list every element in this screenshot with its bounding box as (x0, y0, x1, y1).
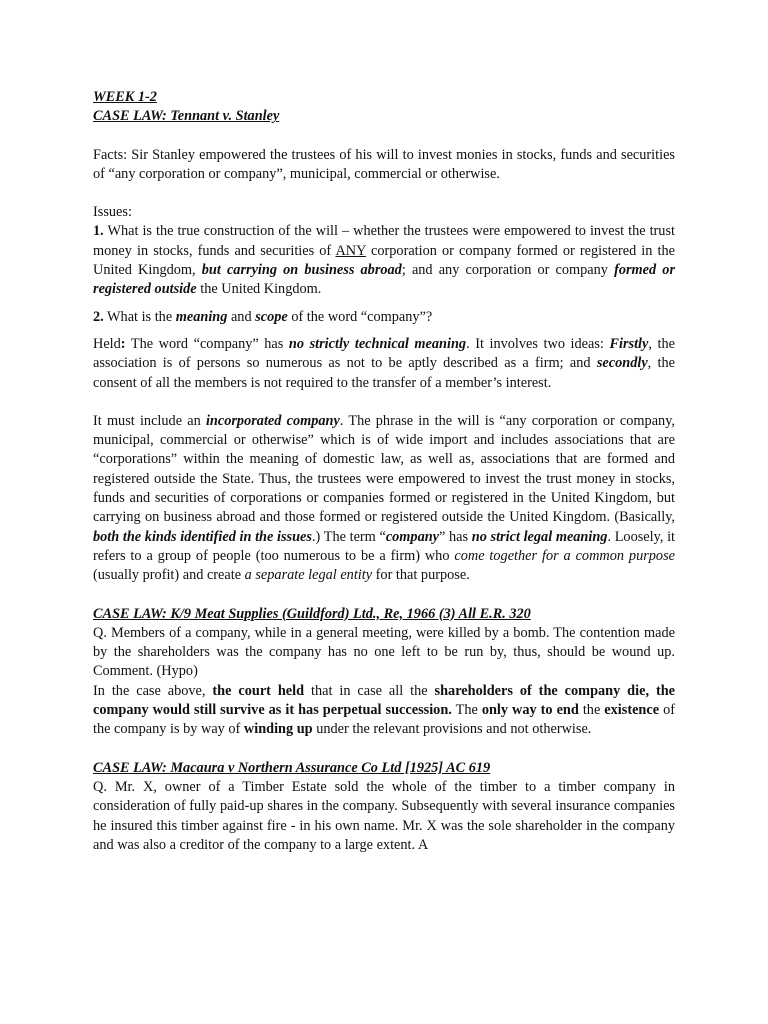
facts-paragraph: Facts: Sir Stanley empowered the trustees of his will to invest monies in stocks, funds and securities of “any corporation or company”, municipal, commercial or otherwise. (93, 146, 675, 182)
issue-1-paragraph: 1. What is the true construction of the will – whether the trustees were empowered to invest the trust money in stocks, funds and securities of ANY corporation or company formed or registered in the United Kingdom, but carrying on business abroad; and any corporation or company formed or registered outside the United Kingdom. (93, 223, 676, 298)
document-body (93, 88, 675, 855)
k9-question-paragraph: Q. Members of a company, while in a general meeting, were killed by a bomb. The contention made by the shareholders was the company has no one left to be run by, thus, should be wound up. Comment. (Hypo) (93, 624, 675, 680)
case-heading-tennant: CASE LAW: Tennant v. Stanley (93, 108, 280, 125)
incorporated-company-paragraph: It must include an incorporated company. The phrase in the will is “any corporation or company, municipal, commercial or otherwise” which is of wide import and includes associations that are “corporations” within the meaning of domestic law, as well as, associations that are formed and registered outside the State. Thus, the trustees were empowered to invest the trust money in stocks, funds and securities of corporations or companies formed or registered in the United Kingdom, but carrying on business abroad and those formed or registered outside the United Kingdom. (Basically, both the kinds identified in the issues.) The term “company” has no strict legal meaning. Loosely, it refers to a group of people (too numerous to be a firm) who come together for a common purpose (usually profit) and create a separate legal entity for that purpose. (93, 412, 676, 584)
k9-answer-paragraph: In the case above, the court held that in case all the shareholders of the company die, the company would still survive as it has perpetual succession. The only way to end the existence of the company is by way of winding up under the relevant provisions and not otherwise. (93, 682, 676, 738)
issue-2-paragraph: 2. What is the meaning and scope of the word “company”? (93, 308, 433, 325)
case-heading-k9: CASE LAW: K/9 Meat Supplies (Guildford) Ltd., Re, 1966 (3) All E.R. 320 (93, 605, 531, 622)
issues-label: Issues: (93, 204, 132, 221)
week-heading: WEEK 1-2 (93, 89, 157, 105)
issue-number: 2. (93, 308, 104, 325)
macaura-question-paragraph: Q. Mr. X, owner of a Timber Estate sold the whole of the timber to a timber company in consideration of fully paid-up shares in the company. Subsequently with several insurance companies he insured this timber against fire - in his own name. Mr. X was the sole shareholder in the company and was also a creditor of the company to a large extent. A (93, 778, 675, 853)
case-heading-macaura: CASE LAW: Macaura v Northern Assurance Co Ltd [1925] AC 619 (93, 759, 491, 776)
held-paragraph: Held: The word “company” has no strictly technical meaning. It involves two ideas: Firstly, the association is of persons so numerous as not to be aptly described as a firm; and secondly, the consent of all the members is not required to the transfer of a member’s interest. (93, 335, 675, 391)
held-label: Held (93, 335, 121, 352)
underlined-any: ANY (335, 242, 366, 259)
issue-number: 1. (93, 223, 104, 240)
